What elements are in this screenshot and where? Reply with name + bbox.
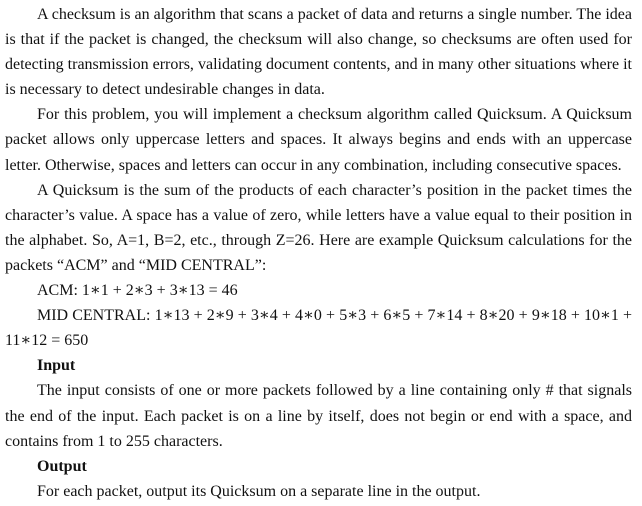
problem-statement (5, 2, 632, 504)
quicksum-calculation-paragraph: A Quicksum is the sum of the products of each character’s position in the packet times the character’s value. A space has a value of zero, while letters have a value equal to their position in the alphabet. So, A=1, B=2, etc., through Z=26. Here are example Quicksum calculations for the packets “ACM” and “MID CENTRAL”: (5, 181, 632, 274)
quicksum-definition-paragraph: For this problem, you will implement a checksum algorithm called Quicksum. A Quicksum packet allows only uppercase letters and spaces. It always begins and ends with an uppercase letter. Otherwise, spaces and letters can occur in any combination, including consecutive spaces. (5, 106, 632, 174)
intro-paragraph: A checksum is an algorithm that scans a packet of data and returns a single number. The idea is that if the packet is changed, the checksum will also change, so checksums are often used for detecting transmission errors, validating document contents, and in many other situations where it is necessary to detect undesirable changes in data. (5, 6, 632, 99)
output-heading: Output (37, 457, 87, 475)
example-mid-central: MID CENTRAL: 1∗13 + 2∗9 + 3∗4 + 4∗0 + 5∗3 + 6∗5 + 7∗14 + 8∗20 + 9∗18 + 10∗1 + 11∗12 = 650 (5, 307, 633, 350)
output-description: For each packet, output its Quicksum on a separate line in the output. (37, 482, 481, 500)
input-heading: Input (37, 357, 76, 375)
example-acm: ACM: 1∗1 + 2∗3 + 3∗13 = 46 (37, 282, 238, 300)
input-description: The input consists of one or more packets followed by a line containing only # that signals the end of the input. Each packet is on a line by itself, does not begin or end with a space, and contains from 1 to 255 characters. (5, 382, 632, 450)
